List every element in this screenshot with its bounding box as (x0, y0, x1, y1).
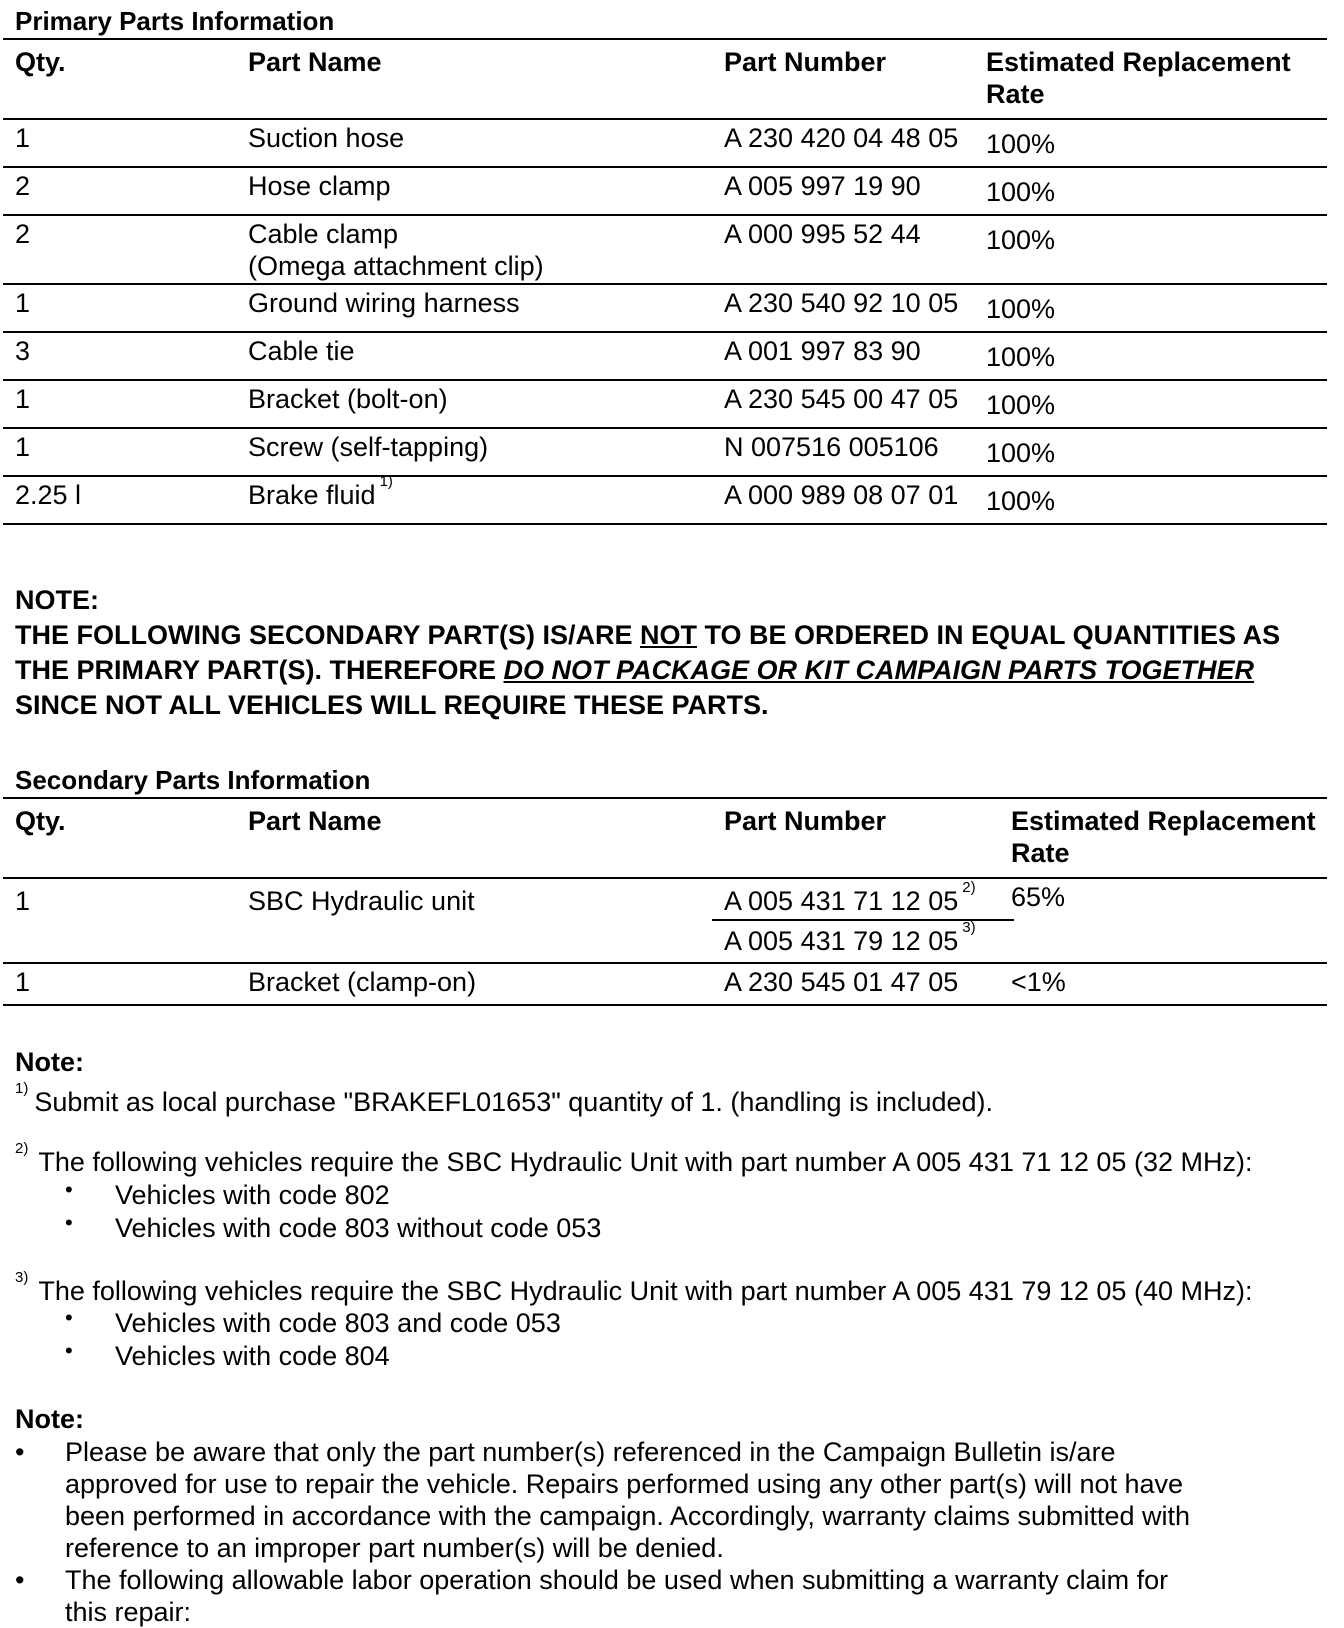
table-row: 1 SBC Hydraulic unit A 005 431 71 12 05 $^{2)}$ A 005 431 79 12 05 $^{3)}$ 65% (3, 878, 1327, 963)
footnotes-heading: Note: (15, 1046, 84, 1077)
primary-parts-title: Primary Parts Information (15, 6, 335, 36)
col-part-name: Part Name (248, 47, 382, 77)
secondary-parts-title: Secondary Parts Information (15, 764, 371, 795)
table-row: 1 Bracket (bolt-on) A 230 545 00 47 05 100% (3, 380, 1327, 428)
footnote-2-list (15, 1176, 1339, 1245)
document-page (15, 0, 1339, 1628)
col-qty: Qty. (15, 47, 66, 77)
footnote-2: $^{2)}$ The following vehicles require the SBC Hydraulic Unit with part number A 005 431 71 12 05 (32 MHz): (15, 1140, 1253, 1178)
table-row: 1 Screw (self-tapping) N 007516 005106 100% (3, 428, 1327, 476)
table-header-row (3, 39, 1327, 119)
secondary-parts-table (3, 797, 1327, 1006)
primary-parts-table (3, 38, 1327, 525)
footnote-1: $^{1)}$ Submit as local purchase "BRAKEFL01653" quantity of 1. (handling is included). (15, 1079, 994, 1117)
list-item: • Vehicles with code 803 and code 053 (65, 1305, 561, 1339)
table-row: 2 Hose clamp A 005 997 19 90 100% (3, 167, 1327, 215)
col-rate: Estimated Replacement Rate (986, 47, 1291, 110)
table-row: 1 Bracket (clamp-on) A 230 545 01 47 05 <1% (3, 963, 1327, 1005)
table-row: 2.25 l Brake fluid $^{1)}$ A 000 989 08 07 01 100% (3, 476, 1327, 524)
footnote-3: $^{3)}$ The following vehicles require the SBC Hydraulic Unit with part number A 005 431 79 12 05 (40 MHz): (15, 1268, 1253, 1306)
list-item: • Please be aware that only the part number(s) referenced in the Campaign Bulletin is/are approved for use to repair the vehicle. Repairs performed using any other part(s) will not have been performed in accordance with the campaign. Accordingly, warranty claims submitted with reference to an improper part number(s) will be denied. (15, 1436, 1191, 1563)
table-row: 2 Cable clamp (Omega attachment clip) A 000 995 52 44 100% (3, 215, 1327, 284)
footnotes (15, 1046, 1339, 1374)
note-heading: NOTE: (15, 584, 99, 615)
list-item: • Vehicles with code 802 (65, 1176, 390, 1210)
note-text: THE FOLLOWING SECONDARY PART(S) IS/ARE NOT TO BE ORDERED IN EQUAL QUANTITIES AS THE PRIMARY PART(S). THEREFORE DO NOT PACKAGE OR KIT CAMPAIGN PARTS TOGETHER SINCE NOT ALL VEHICLES WILL REQUIRE THESE PARTS. (15, 619, 1281, 720)
table-header-row: Qty. Part Name Part Number Estimated Replacement Rate (3, 798, 1327, 878)
table-row: 1 Suction hose A 230 420 04 48 05 100% (3, 119, 1327, 167)
warranty-note-heading: Note: (15, 1404, 84, 1435)
list-item: • Vehicles with code 803 without code 053 (65, 1209, 602, 1243)
warranty-note (15, 1403, 1339, 1627)
col-part-number: Part Number (724, 47, 887, 77)
list-item: • Vehicles with code 804 (65, 1338, 390, 1372)
table-row: 1 Ground wiring harness A 230 540 92 10 05 100% (3, 284, 1327, 332)
footnote-ref: 1) (379, 472, 393, 490)
ordering-note (15, 583, 1339, 723)
list-item: • The following allowable labor operation should be used when submitting a warranty claim for this repair: (15, 1564, 1169, 1627)
footnote-3-list (15, 1307, 1339, 1373)
table-row: 3 Cable tie A 001 997 83 90 100% (3, 332, 1327, 380)
